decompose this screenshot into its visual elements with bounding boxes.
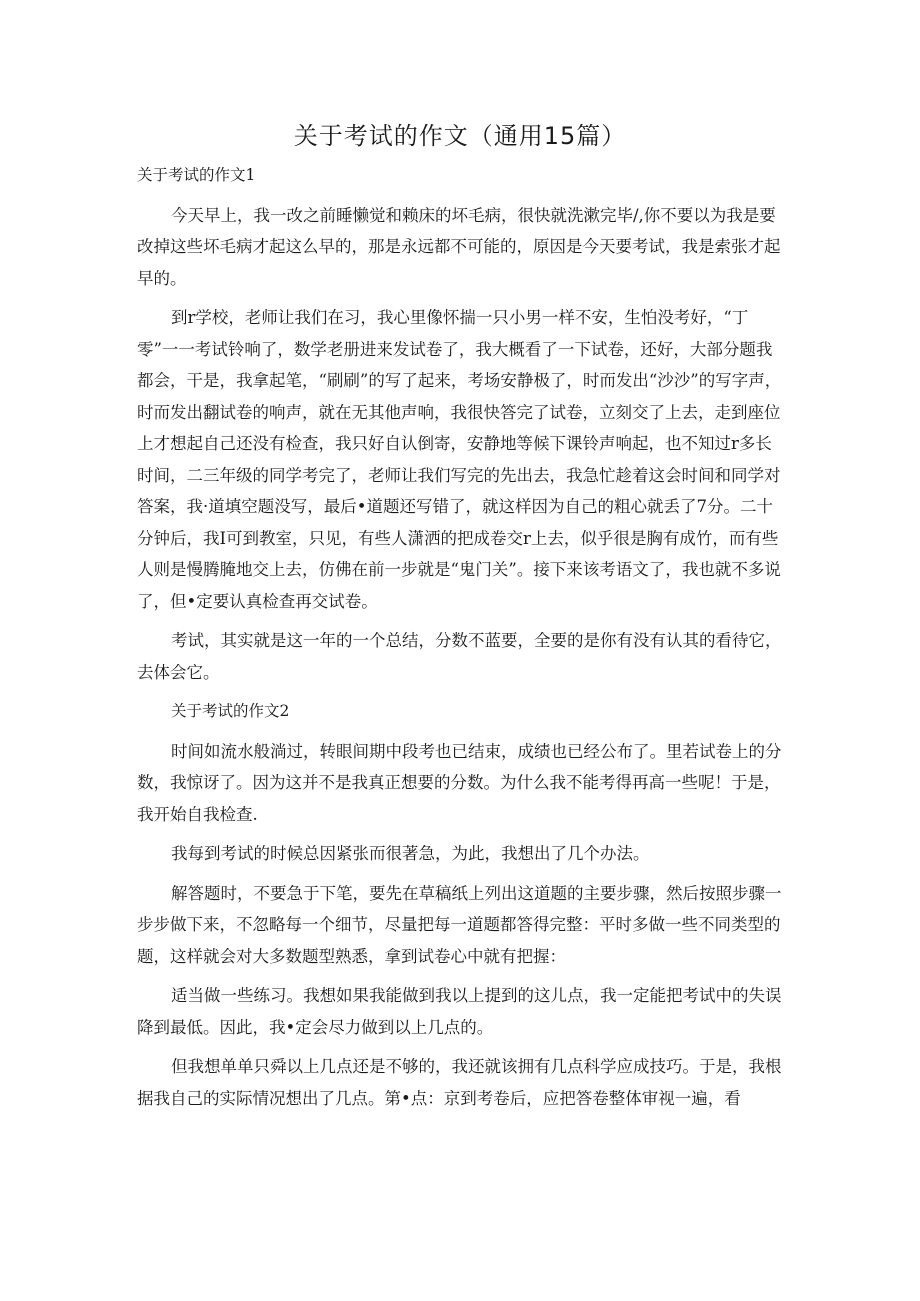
paragraph: 但我想单单只舜以上几点还是不够的，我还就该拥有几点科学应成技巧。于是，我根据我自己的实际情况想出了几点。第•点：京到考卷后，应把答卷整体审视一遍，看 xyxy=(137,1057,782,1108)
paragraph: 今天早上，我一改之前睡懒觉和赖床的坏毛病，很快就洗漱完毕/,你不要以为我是要改掉这些坏毛病才起这么早的，那是永远都不可能的，原因是今天要考试，我是索张才起早的。 xyxy=(137,205,781,288)
paragraph: 解答题时，不要急于下笔，要先在草稿纸上列出这道题的主要步骤，然后按照步骤一步步做下来，不忽略每一个细节，尽量把每一道题都答得完整：平时多做一些不同类型的题，这样就会对大多数题型熟悉，拿到试卷心中就有把握： xyxy=(137,883,782,966)
section-heading: 关于考试的作文1 xyxy=(137,166,256,184)
document-title: 关于考试的作文（通用15篇） xyxy=(293,122,627,150)
paragraph: 到r学校，老师让我们在习，我心里像怀揣一只小男一样不安，生怕没考好，“丁零”一一考试铃响了，数学老册进来发试卷了，我大概看了一下试卷，还好，大部分题我都会，干是，我拿起笔，“刷刷”的写了起来，考场安静极了，时而发出“沙沙”的写字声，时而发出翻试卷的响声，就在无其他声响，我很快答完了试卷，立刻交了上去，走到座位上才想起自己还没有检查，我只好自认倒寄，安静地等候下课铃声响起，也不知过r多长时间，二三年级的同学考完了，老师让我们写完的先出去，我急忙趁着这会时间和同学对答案，我·道填空题没写，最后•道题还写错了，就这样因为自己的粗心就丢了7分。二十分钟后，我I可到教室，只见，有些人潇洒的把成卷交r上去，似乎很是胸有成竹，而有些人则是慢腾腌地交上去，仿佛在前一步就是“鬼门关”。接下来该考语文了，我也就不多说了，但•定要认真检查再交试卷。 xyxy=(137,308,782,611)
document-body xyxy=(137,160,787,1122)
paragraph: 时间如流水般淌过，转眼间期中段考也已结束，成绩也已经公布了。里若试卷上的分数，我惊讶了。因为这并不是我真正想要的分数。为什么我不能考得再高一些呢！于是，我开始自我检查. xyxy=(137,741,782,824)
paragraph: 适当做一些练习。我想如果我能做到我以上提到的这儿点，我一定能把考试中的失误降到最低。因此，我•定会尽力做到以上几点的。 xyxy=(137,986,782,1037)
section-heading: 关于考试的作文2 xyxy=(171,702,290,720)
paragraph: 考试，其实就是这一年的一个总结，分数不蓝要，全要的是你有没有认其的看待它，去体会它。 xyxy=(137,631,782,682)
paragraph: 我每到考试的时候总因紧张而很著急，为此，我想出了几个办法。 xyxy=(171,844,650,863)
